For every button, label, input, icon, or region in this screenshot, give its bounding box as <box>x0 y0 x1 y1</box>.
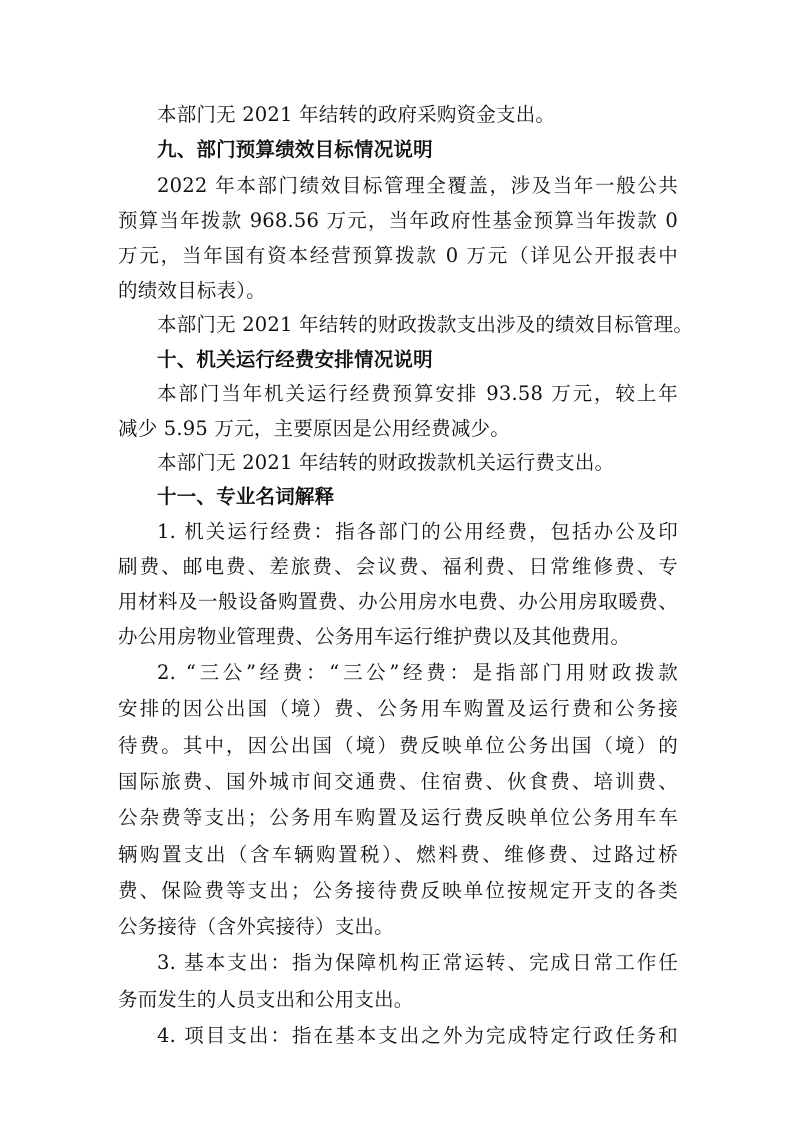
paragraph-line: 安排的因公出国（境）费、公务用车购置及运行费和公务接 <box>118 697 678 720</box>
paragraph-line: 刷费、邮电费、差旅费、会议费、福利费、日常维修费、专 <box>118 555 678 578</box>
section-heading-9: 九、部门预算绩效目标情况说明 <box>157 138 433 161</box>
paragraph-line: 3. 基本支出：指为保障机构正常运转、完成日常工作任 <box>157 951 678 974</box>
paragraph-line: 用材料及一般设备购置费、办公用房水电费、办公用房取暖费、 <box>118 590 678 613</box>
paragraph-line: 国际旅费、国外城市间交通费、住宿费、伙食费、培训费、 <box>118 770 678 793</box>
paragraph-line: 的绩效目标表）。 <box>118 279 266 302</box>
paragraph-line: 减少 5.95 万元，主要原因是公用经费减少。 <box>118 417 510 440</box>
paragraph-line: 务而发生的人员支出和公用支出。 <box>118 988 414 1011</box>
paragraph-line: 公杂费等支出；公务用车购置及运行费反映单位公务用车车 <box>118 806 678 829</box>
paragraph-line: 本部门无 2021 年结转的财政拨款机关运行费支出。 <box>157 451 615 474</box>
paragraph-line: 本部门无 2021 年结转的政府采购资金支出。 <box>157 103 556 126</box>
paragraph-line: 辆购置支出（含车辆购置税）、燃料费、维修费、过路过桥 <box>118 843 678 866</box>
paragraph-line: 2. “三公”经费：“三公”经费：是指部门用财政拨款 <box>157 661 678 684</box>
paragraph-line: 万元，当年国有资本经营预算拨款 0 万元（详见公开报表中 <box>118 244 678 267</box>
paragraph-line: 办公用房物业管理费、公务用车运行维护费以及其他费用。 <box>118 625 631 648</box>
paragraph-line: 公务接待（含外宾接待）支出。 <box>118 915 394 938</box>
paragraph-line: 2022 年本部门绩效目标管理全覆盖，涉及当年一般公共 <box>157 174 678 197</box>
paragraph-line: 本部门当年机关运行经费预算安排 93.58 万元，较上年 <box>157 382 678 405</box>
paragraph-line: 本部门无 2021 年结转的财政拨款支出涉及的绩效目标管理。 <box>157 313 694 336</box>
paragraph-line: 4. 项目支出：指在基本支出之外为完成特定行政任务和 <box>157 1024 678 1047</box>
paragraph-line: 费、保险费等支出；公务接待费反映单位按规定开支的各类 <box>118 879 678 902</box>
section-heading-11: 十一、专业名词解释 <box>157 485 335 508</box>
paragraph-line: 1. 机关运行经费：指各部门的公用经费，包括办公及印 <box>157 520 678 543</box>
section-heading-10: 十、机关运行经费安排情况说明 <box>157 348 433 371</box>
paragraph-line: 待费。其中，因公出国（境）费反映单位公务出国（境）的 <box>118 734 678 757</box>
paragraph-line: 预算当年拨款 968.56 万元，当年政府性基金预算当年拨款 0 <box>118 209 678 232</box>
